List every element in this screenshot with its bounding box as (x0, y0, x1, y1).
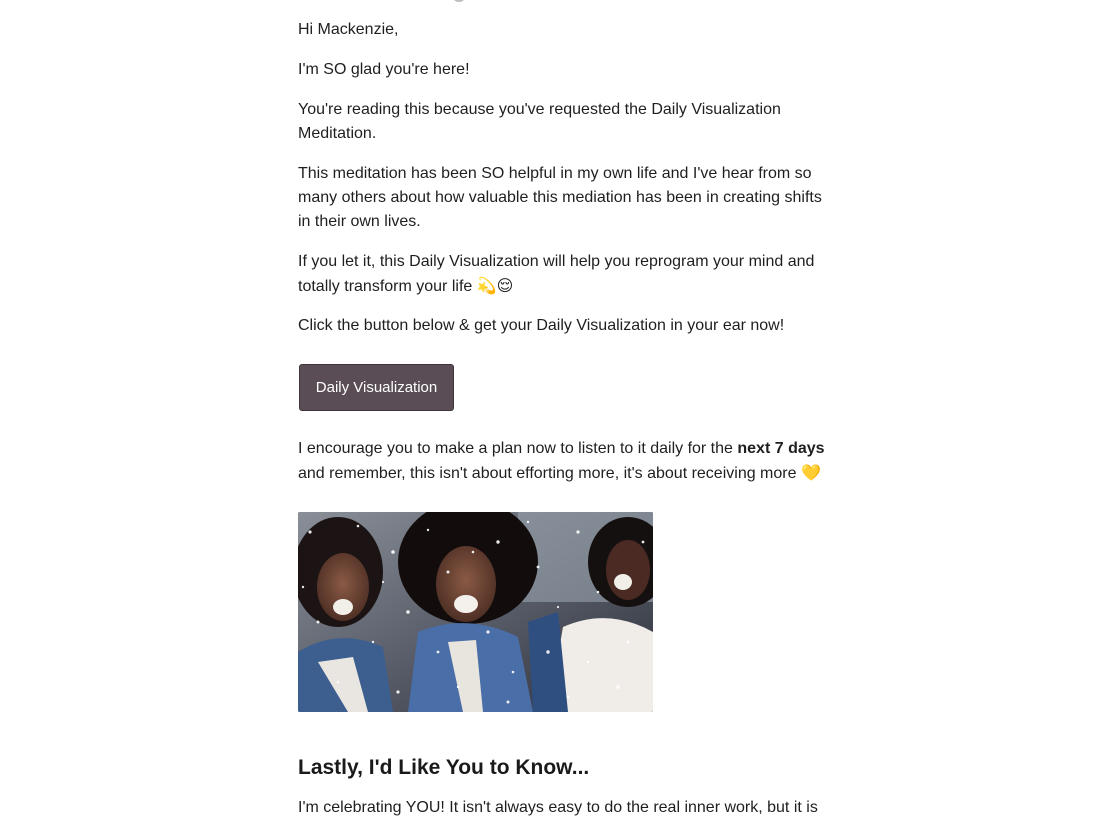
paragraph-celebrating: I'm celebrating YOU! It isn't always easy to do the real inner work, but it is (298, 799, 818, 816)
dizzy-relieved-emoji-icon: 💫😌 (476, 276, 514, 295)
section-heading: Lastly, I'd Like You to Know... (298, 756, 590, 779)
paragraph-encourage (298, 437, 838, 486)
paragraph-requested: You're reading this because you've requested the Daily Visualization Meditation. (298, 101, 781, 142)
paragraph-click-below: Click the button below & get your Daily Visualization in your ear now! (298, 317, 785, 334)
greeting-text: Hi Mackenzie, (298, 21, 399, 38)
paragraph-encourage-bold: next 7 days (737, 440, 825, 457)
daily-visualization-button[interactable]: Daily Visualization (299, 364, 454, 411)
paragraph-glad: I'm SO glad you're here! (298, 61, 470, 78)
paragraph-encourage-end: and remember, this isn't about efforting more, it's about receiving more (298, 465, 797, 482)
yellow-heart-emoji-icon: 💛 (800, 463, 821, 482)
celebration-gif-image (298, 512, 653, 712)
paragraph-helpful: This meditation has been SO helpful in my own life and I've hear from so many others about how valuable this mediation has been in creating shifts in their own lives. (298, 165, 822, 230)
paragraph-encourage-start: I encourage you to make a plan now to listen to it daily for the (298, 440, 733, 457)
paragraph-transform-text: If you let it, this Daily Visualization will help you reprogram your mind and totally transform your life (298, 253, 815, 295)
paragraph-transform (298, 250, 828, 299)
top-fragment (452, 0, 466, 2)
